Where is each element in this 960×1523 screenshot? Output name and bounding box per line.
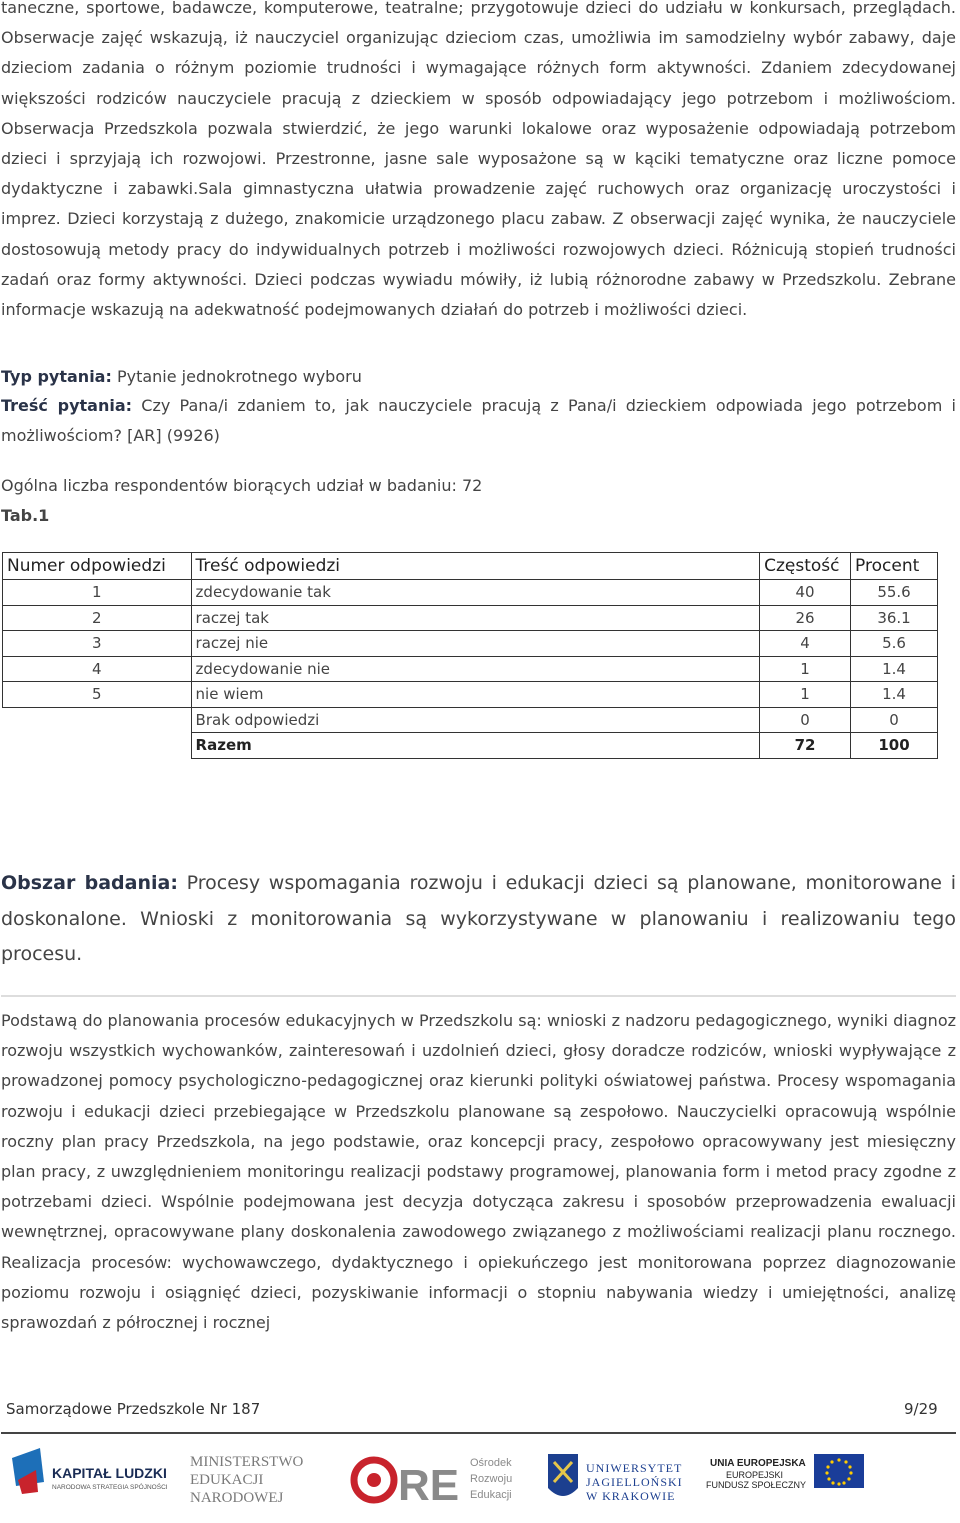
row-percent: 0 [851,707,938,733]
question-content-value: Czy Pana/i zdaniem to, jak nauczyciele pracują z Pana/i dzieckiem odpowiada jego potrzebom i możliwościom? [AR] (9926) [1,396,956,446]
row-percent: 1.4 [851,656,938,682]
men-logo [190,1454,303,1506]
kapital-ludzki-text: KAPITAŁ LUDZKI [52,1465,167,1481]
row-answer: zdecydowanie tak [191,580,760,606]
table-total-row [3,733,938,759]
row-frequency: 1 [760,656,851,682]
men-line1: MINISTERSTWO [190,1454,304,1470]
ore-line2: Rozwoju [470,1473,513,1485]
header-content: Treść odpowiedzi [191,553,760,580]
table-row [3,707,938,733]
eu-line3: FUNDUSZ SPOŁECZNY [706,1480,807,1490]
uj-logo [548,1454,683,1503]
intro-paragraph [1,0,956,325]
ore-line1: Ośrodek [470,1457,512,1469]
row-percent: 36.1 [851,605,938,631]
header-frequency: Częstość [760,553,851,580]
row-number: 5 [3,682,192,708]
row-number: 3 [3,631,192,657]
question-type [1,362,956,392]
footer-page-number: 9/29 [904,1400,938,1418]
header-percent: Procent [851,553,938,580]
section-divider [1,995,956,997]
table-row [3,656,938,682]
row-frequency: 1 [760,682,851,708]
eu-logo [706,1454,864,1490]
footer-divider [1,1432,956,1434]
question-type-value: Pytanie jednokrotnego wyboru [116,367,362,386]
row-frequency: 40 [760,580,851,606]
total-label: Razem [191,733,760,759]
sponsor-logos [0,1440,960,1520]
row-frequency: 0 [760,707,851,733]
row-number [3,707,192,733]
table-label: Tab.1 [1,506,50,525]
table-row [3,631,938,657]
row-percent: 1.4 [851,682,938,708]
kapital-ludzki-logo [12,1448,168,1494]
eu-line2: EUROPEJSKI [726,1470,784,1480]
row-answer: raczej tak [191,605,760,631]
row-answer: nie wiem [191,682,760,708]
row-number: 2 [3,605,192,631]
table-row [3,580,938,606]
footer-school-name: Samorządowe Przedszkole Nr 187 [6,1400,261,1418]
men-line2: EDUKACJI [190,1472,264,1488]
responses-table [2,552,938,759]
row-percent: 55.6 [851,580,938,606]
kapital-ludzki-subtext: NARODOWA STRATEGIA SPÓJNOŚCI [52,1484,168,1491]
eu-line1: UNIA EUROPEJSKA [710,1458,806,1469]
planning-paragraph: Podstawą do planowania procesów edukacyjnych w Przedszkolu są: wnioski z nadzoru pedagogicznego, wyniki diagnoz rozwoju wszystkich wychowanków, zainteresowań i uzdolnień dzieci, głosy doradcze rodziców, wnioski wypływające z prowadzonej pomocy psychologiczno-pedagogicznej oraz kierunki polityki oświatowej państwa. Procesy wspomagania rozwoju i edukacji dzieci przebiegające w Przedszkolu planowane są zespołowo. Nauczycielki opracowują wspólnie roczny plan pracy Przedszkola, na jego podstawie, oraz koncepcji pracy, zespołowo opracowywany jest miesięczny plan pracy, z uwzględnieniem monitoringu realizacji podstawy programowej, planowania form i metod pracy zgodne z potrzebami dzieci. Wspólnie podejmowana jest decyzja dotycząca zakresu i sposobów przeprowadzenia ewaluacji wewnętrznej, opracowywane plany doskonalenia zawodowego związanego z możliwościami realizacji planu rocznego. Realizacja procesów: wychowawczego, dydaktycznego i opiekuńczego jest monitorowana poprzez diagnozowanie poziomu rozwoju i osiągnięć dzieci, pozyskiwanie informacji o stopniu nabywania wiedzy i umiejętności, analizę sprawozdań z półrocznej i rocznej [1,1011,956,1333]
row-percent: 5.6 [851,631,938,657]
total-percent: 100 [851,733,938,759]
respondents-count: Ogólna liczba respondentów biorących udział w badaniu: 72 [1,476,483,495]
row-answer: raczej nie [191,631,760,657]
ore-logo [354,1457,512,1510]
men-line3: NARODOWEJ [190,1490,284,1506]
total-frequency: 72 [760,733,851,759]
row-answer: Brak odpowiedzi [191,707,760,733]
row-number: 4 [3,656,192,682]
intro-rest: przeglądach. Obserwacje zajęć wskazują, iż nauczyciel organizując dzieciom czas, umożliwia im samodzielny wybór zabawy, daje dzieciom zadania o różnym poziomie trudności i wymagające różnych form aktywności. Zdaniem zdecydowanej większości rodziców nauczyciele pracują z dzieckiem w sposób odpowiadający jego potrzebom i możliwościom. Obserwacja Przedszkola pozwala stwierdzić, że jego warunki lokalowe oraz wyposażenie odpowiadają potrzebom dzieci i sprzyjają ich rozwojowi. Przestronne, jasne sale wyposażone są w kąciki tematyczne oraz liczne pomoce dydaktyczne i zabawki.Sala gimnastyczna ułatwia prowadzenie zajęć ruchowych oraz organizację uroczystości i imprez. Dzieci korzystają z dużego, znakomicie urządzonego placu zabaw. Z obserwacji zajęć wynika, że nauczyciele dostosowują metody pracy do indywidualnych potrzeb i możliwości rozwojowych dzieci. Różnicują stopień trudności zadań oraz formy aktywności. Dzieci podczas wywiadu mówiły, iż lubią różnorodne zabawy w Przedszkolu. Zebrane informacje wskazują na adekwatność podejmowanych działań do potrzeb i możliwości dzieci. [1,0,957,320]
row-number: 1 [3,580,192,606]
table-row [3,605,938,631]
table-header-row [3,553,938,580]
row-frequency: 4 [760,631,851,657]
total-number [3,733,192,759]
row-frequency: 26 [760,605,851,631]
question-type-label: Typ pytania: [1,367,112,386]
table-row [3,682,938,708]
research-area-text: Procesy wspomagania rozwoju i edukacji dzieci są planowane, monitorowane i doskonalone. Wnioski z monitorowania są wykorzystywane w planowaniu i realizowaniu tego procesu. [1,872,956,966]
ore-line3: Edukacji [470,1489,512,1501]
question-content-label: Treść pytania: [1,396,133,415]
research-area-label: Obszar badania: [1,872,178,894]
intro-line1: taneczne, sportowe, badawcze, komputerowe, teatralne; przygotowuje dzieci do udziału w konkursach, [1,0,846,17]
question-content [1,391,956,451]
uj-line1: UNIWERSYTET [586,1461,683,1475]
research-area [1,866,956,973]
uj-line2: JAGIELLOŃSKI [586,1475,683,1489]
ore-mark-text: RE [398,1461,460,1510]
row-answer: zdecydowanie nie [191,656,760,682]
uj-line3: W KRAKOWIE [586,1489,676,1503]
header-number: Numer odpowiedzi [3,553,192,580]
